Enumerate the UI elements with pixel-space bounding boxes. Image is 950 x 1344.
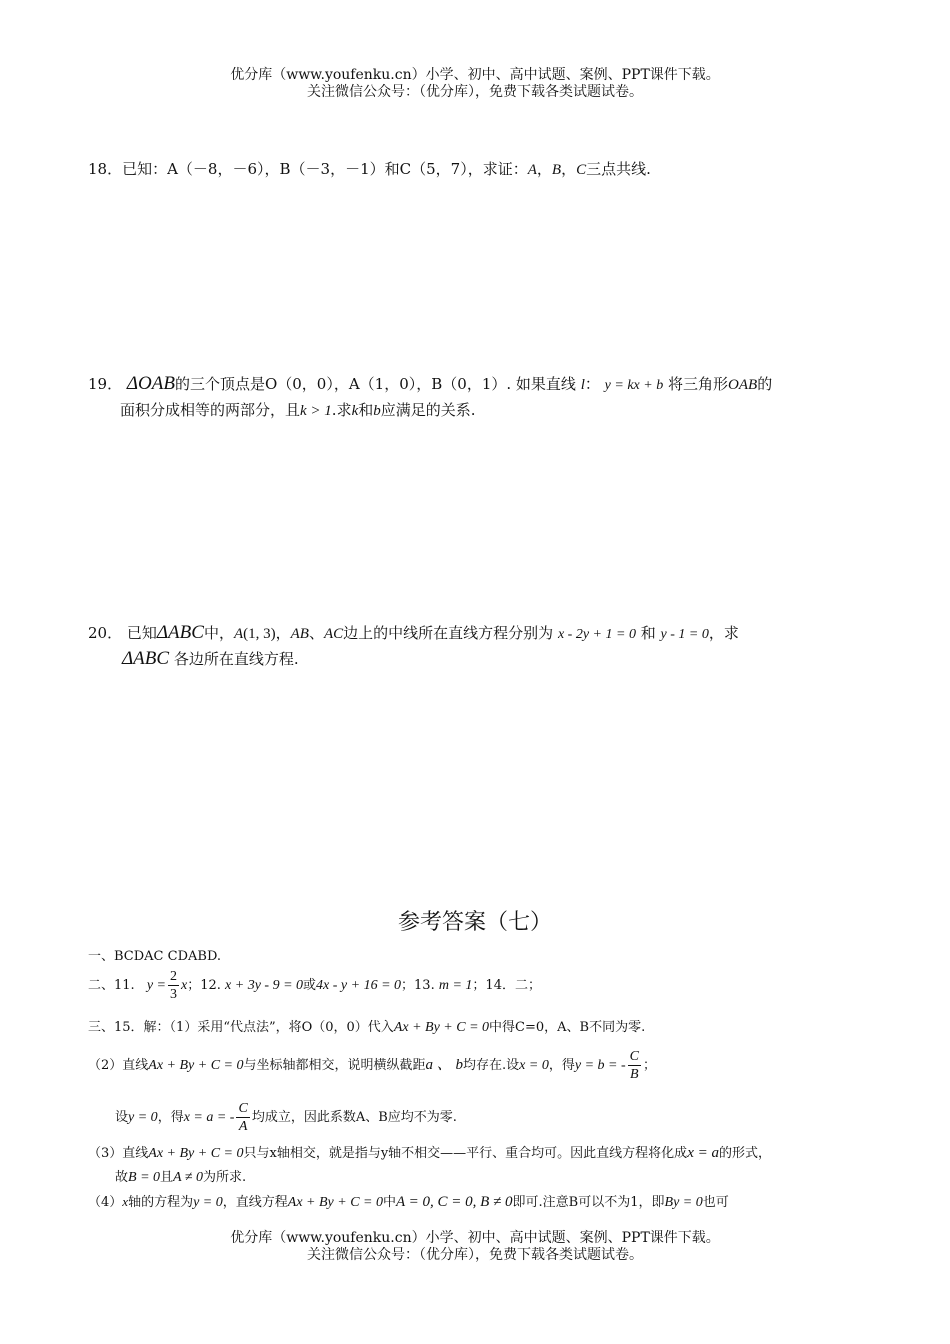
fraction: $\frac{C}{A}$	[238, 1101, 248, 1134]
triangle-symbol: ΔABC	[156, 622, 204, 643]
question-number: 20．	[88, 624, 123, 642]
page-header	[0, 67, 950, 101]
question-number: 18．	[88, 160, 123, 178]
fraction: $\frac{2}{3}$	[170, 969, 177, 1002]
triangle-symbol: ΔABC	[122, 648, 170, 669]
answer-line-1: 一、BCDAC CDABD.	[88, 949, 222, 964]
answer-line-7: 故B = 0且A ≠ 0为所求.	[115, 1170, 247, 1185]
question-19: 19． ΔOAB的三个顶点是O（0，0），A（1，0），B（0，1）. 如果直线 l： y = kx + b 将三角形OAB的 面积分成相等的两部分，且k > 1.求k和b应满足的关系.	[88, 373, 773, 419]
answer-line-5: 设y = 0，得x = a = - $\frac{C}{A}$ 均成立，因此系数A、B应均不为零.	[115, 1101, 457, 1134]
page-footer	[0, 1230, 950, 1264]
answer-line-3: 三、15．解：（1）采用“代点法”，将O（0，0）代入Ax + By + C = 0中得C=0，A、B不同为零.	[88, 1020, 646, 1035]
fraction: $\frac{C}{B}$	[629, 1049, 639, 1082]
line-equation: y = kx + b	[604, 378, 664, 393]
header-line-2: 关注微信公众号：（优分库），免费下载各类试题试卷。	[307, 84, 643, 100]
median-equation-2: y - 1 = 0	[660, 627, 709, 642]
footer-line-1: 优分库（www.youfenku.cn）小学、初中、高中试题、案例、PPT课件下载。	[230, 1230, 720, 1246]
answer-line-4: （2）直线Ax + By + C = 0与坐标轴都相交，说明横纵截距a 、 b均存在.设x = 0，得y = b = - $\frac{C}{B}$ ；	[88, 1049, 656, 1082]
answer-line-8: （4）x轴的方程为y = 0，直线方程Ax + By + C = 0中A = 0, C = 0, B ≠ 0即可.注意B可以不为1，即By = 0也可	[88, 1194, 729, 1210]
median-equation-1: x - 2y + 1 = 0	[557, 627, 636, 642]
question-number: 19．	[88, 375, 123, 393]
condition: k > 1	[300, 403, 332, 419]
answer-line-2: 二、11. y = $\frac{2}{3}$ x；12. x + 3y - 9 = 0或4x - y + 16 = 0；13. m = 1；14．二；	[88, 969, 541, 1002]
triangle-symbol: ΔOAB	[126, 373, 175, 394]
question-18: 18．已知：A（－8，－6），B（－3，－1）和C（5，7），求证：A，B，C三点共线.	[88, 160, 651, 178]
header-line-1: 优分库（www.youfenku.cn）小学、初中、高中试题、案例、PPT课件下载。	[230, 67, 720, 83]
question-20: 20． 已知ΔABC中，A(1, 3)，AB、AC边上的中线所在直线方程分别为 x - 2y + 1 = 0 和 y - 1 = 0，求 ΔABC 各边所在直线方程.	[88, 622, 739, 669]
answer-line-6: （3）直线Ax + By + C = 0只与x轴相交，就是指与y轴不相交——平行、重合均可。因此直线方程将化成x = a的形式，	[88, 1145, 771, 1161]
footer-line-2: 关注微信公众号：（优分库），免费下载各类试题试卷。	[307, 1247, 643, 1263]
answer-title: 参考答案（七）	[397, 910, 552, 935]
